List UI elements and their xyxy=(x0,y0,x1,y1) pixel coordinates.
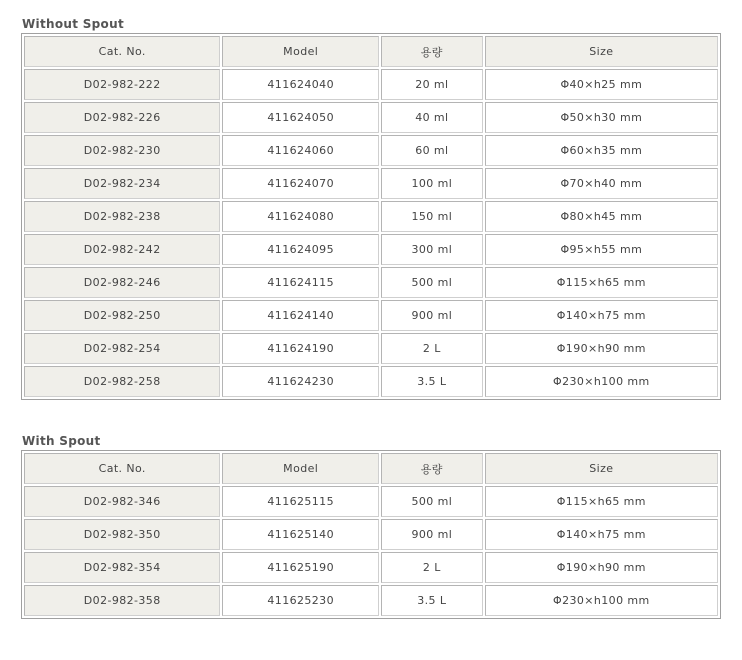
table-row xyxy=(24,300,718,331)
cell-capacity: 3.5 L xyxy=(381,585,483,616)
cell-size: Φ115×h65 mm xyxy=(485,267,718,298)
table-row xyxy=(24,135,718,166)
cell-capacity: 900 ml xyxy=(381,519,483,550)
table-row xyxy=(24,102,718,133)
table-row xyxy=(24,519,718,550)
cell-model: 411624115 xyxy=(222,267,379,298)
column-header-capacity: 용량 xyxy=(381,36,483,67)
cell-cat-no: D02-982-350 xyxy=(24,519,220,550)
cell-cat-no: D02-982-238 xyxy=(24,201,220,232)
cell-cat-no: D02-982-346 xyxy=(24,486,220,517)
cell-size: Φ190×h90 mm xyxy=(485,333,718,364)
column-header-model: Model xyxy=(222,453,379,484)
cell-size: Φ230×h100 mm xyxy=(485,585,718,616)
cell-capacity: 100 ml xyxy=(381,168,483,199)
cell-size: Φ115×h65 mm xyxy=(485,486,718,517)
cell-size: Φ230×h100 mm xyxy=(485,366,718,397)
cell-cat-no: D02-982-246 xyxy=(24,267,220,298)
table-row xyxy=(24,366,718,397)
cell-size: Φ190×h90 mm xyxy=(485,552,718,583)
table-row xyxy=(24,267,718,298)
cell-size: Φ80×h45 mm xyxy=(485,201,718,232)
cell-cat-no: D02-982-230 xyxy=(24,135,220,166)
column-header-cat-no: Cat. No. xyxy=(24,453,220,484)
cell-model: 411625115 xyxy=(222,486,379,517)
cell-capacity: 2 L xyxy=(381,333,483,364)
column-header-size: Size xyxy=(485,36,718,67)
cell-size: Φ140×h75 mm xyxy=(485,300,718,331)
cell-model: 411625140 xyxy=(222,519,379,550)
section-title-with-spout: With Spout xyxy=(22,434,101,448)
section-title-without-spout: Without Spout xyxy=(22,17,124,31)
cell-capacity: 150 ml xyxy=(381,201,483,232)
cell-model: 411624060 xyxy=(222,135,379,166)
cell-capacity: 60 ml xyxy=(381,135,483,166)
table-row xyxy=(24,201,718,232)
cell-model: 411624080 xyxy=(222,201,379,232)
column-header-model: Model xyxy=(222,36,379,67)
cell-model: 411624050 xyxy=(222,102,379,133)
cell-size: Φ60×h35 mm xyxy=(485,135,718,166)
table-row xyxy=(24,585,718,616)
cell-capacity: 500 ml xyxy=(381,267,483,298)
cell-cat-no: D02-982-254 xyxy=(24,333,220,364)
column-header-size: Size xyxy=(485,453,718,484)
table-row xyxy=(24,552,718,583)
cell-size: Φ140×h75 mm xyxy=(485,519,718,550)
cell-model: 411625190 xyxy=(222,552,379,583)
table-row xyxy=(24,333,718,364)
table-row xyxy=(24,168,718,199)
cell-cat-no: D02-982-354 xyxy=(24,552,220,583)
cell-capacity: 20 ml xyxy=(381,69,483,100)
table-header-row xyxy=(24,36,718,67)
cell-size: Φ50×h30 mm xyxy=(485,102,718,133)
cell-size: Φ70×h40 mm xyxy=(485,168,718,199)
spec-table-without-spout xyxy=(21,33,721,400)
spec-table-with-spout xyxy=(21,450,721,619)
cell-cat-no: D02-982-258 xyxy=(24,366,220,397)
cell-model: 411624040 xyxy=(222,69,379,100)
table-row xyxy=(24,486,718,517)
cell-model: 411624070 xyxy=(222,168,379,199)
cell-capacity: 3.5 L xyxy=(381,366,483,397)
cell-capacity: 40 ml xyxy=(381,102,483,133)
cell-model: 411624190 xyxy=(222,333,379,364)
cell-cat-no: D02-982-234 xyxy=(24,168,220,199)
cell-model: 411624230 xyxy=(222,366,379,397)
cell-cat-no: D02-982-358 xyxy=(24,585,220,616)
cell-capacity: 300 ml xyxy=(381,234,483,265)
cell-model: 411625230 xyxy=(222,585,379,616)
cell-cat-no: D02-982-226 xyxy=(24,102,220,133)
column-header-cat-no: Cat. No. xyxy=(24,36,220,67)
cell-capacity: 2 L xyxy=(381,552,483,583)
table-header-row xyxy=(24,453,718,484)
cell-model: 411624095 xyxy=(222,234,379,265)
cell-model: 411624140 xyxy=(222,300,379,331)
cell-cat-no: D02-982-222 xyxy=(24,69,220,100)
table-row xyxy=(24,234,718,265)
cell-capacity: 900 ml xyxy=(381,300,483,331)
cell-size: Φ95×h55 mm xyxy=(485,234,718,265)
cell-cat-no: D02-982-250 xyxy=(24,300,220,331)
cell-capacity: 500 ml xyxy=(381,486,483,517)
cell-size: Φ40×h25 mm xyxy=(485,69,718,100)
table-row xyxy=(24,69,718,100)
column-header-capacity: 용량 xyxy=(381,453,483,484)
cell-cat-no: D02-982-242 xyxy=(24,234,220,265)
